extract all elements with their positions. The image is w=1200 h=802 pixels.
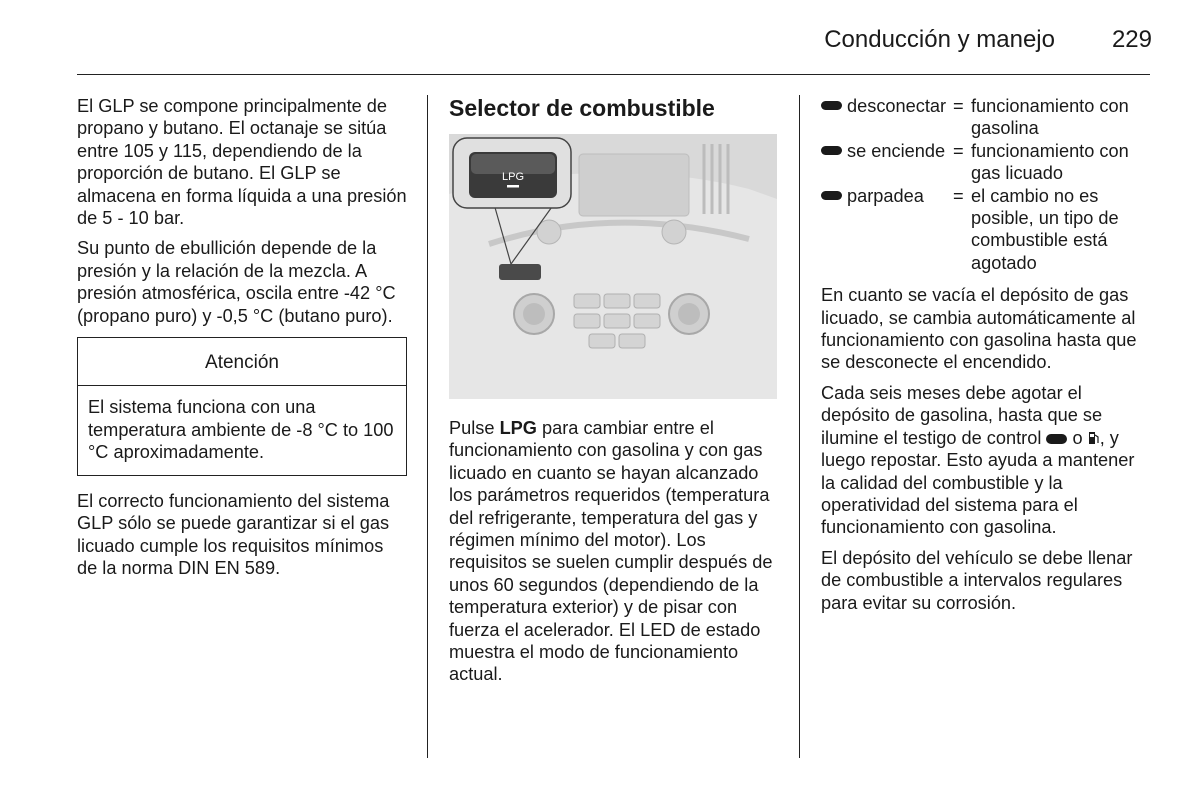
paragraph-lpg-composition: El GLP se compone principalmente de propano y butano. El octanaje se sitúa entre 105 y 115, dependiendo de la proporción de butano. El GLP se almacena en forma líquida a una presión de 5 - 10 bar. xyxy=(77,96,407,229)
column-3 xyxy=(821,95,1151,622)
notice-title: Atención xyxy=(78,338,406,386)
notice-box xyxy=(77,337,407,476)
led-legend xyxy=(821,95,1151,274)
header-rule xyxy=(77,74,1150,75)
legend-state-on: se enciende xyxy=(821,140,953,185)
paragraph-boiling-point: Su punto de ebullición depende de la presión y la relación de la mezcla. A presión atmosférica, oscila entre -42 °C (propano puro) y -0,5 °C (butano puro). xyxy=(77,238,396,326)
paragraph-lpg-switch: Pulse LPG para cambiar entre el funcionamiento con gasolina y con gas licuado en cuanto se hayan alcanzado los parámetros requeridos (temperatura del refrigerante, temperatura del gas y régimen mínimo del motor). Los requisitos se suelen cumplir después de unos 60 segundos (dependiendo de la temperatura exterior) y de pisar con fuerza el acelerador. El LED de estado muestra el modo de funcionamiento actual. xyxy=(449,418,773,685)
led-icon xyxy=(821,101,842,110)
legend-state-off: desconectar xyxy=(821,95,953,140)
legend-eq: = xyxy=(953,140,964,161)
notice-body: El sistema funciona con una temperatura ambiente de -8 °C to 100 °C aproximadamente. xyxy=(88,397,394,463)
paragraph-six-months: Cada seis meses debe agotar el depósito de gasolina, hasta que se ilumine el testigo de control o , y luego repostar. Esto ayuda a mantener la calidad del combustible y la operatividad del sistema para el funcionamiento con gasolina. xyxy=(821,382,1135,538)
led-icon xyxy=(821,146,842,155)
legend-meaning-off: funcionamiento con gasolina xyxy=(971,96,1129,139)
legend-state-blink: parpadea xyxy=(821,185,953,275)
paragraph-tank-empty: En cuanto se vacía el depósito de gas licuado, se cambia automáticamente al funcionamiento con gasolina hasta que se desconecte el encendido. xyxy=(821,285,1137,373)
paragraph-din-norm: El correcto funcionamiento del sistema GLP sólo se puede garantizar si el gas licuado cumple los requisitos mínimos de la norma DIN EN 589. xyxy=(77,490,390,578)
lpg-keyword: LPG xyxy=(499,418,537,438)
section-heading: Selector de combustible xyxy=(449,95,715,121)
paragraph-tank-refill: El depósito del vehículo se debe llenar de combustible a intervalos regulares para evitar su corrosión. xyxy=(821,547,1133,613)
lpg-button-label: LPG xyxy=(501,171,525,183)
legend-eq: = xyxy=(953,96,964,116)
legend-meaning-on: funcionamiento con gas licuado xyxy=(971,140,1129,184)
dashboard-illustration xyxy=(449,134,777,399)
chapter-title: Conducción y manejo xyxy=(824,26,1055,53)
legend-meaning-blink: el cambio no es posible, un tipo de combustible está agotado xyxy=(971,185,1119,273)
led-icon xyxy=(821,191,842,200)
column-divider-2 xyxy=(799,95,800,758)
legend-eq: = xyxy=(953,185,964,206)
fuel-pump-icon xyxy=(1088,431,1100,445)
column-divider-1 xyxy=(427,95,428,758)
control-light-icon xyxy=(1046,434,1067,444)
column-1 xyxy=(77,95,407,587)
page-number: 229 xyxy=(1111,26,1152,53)
column-2 xyxy=(449,95,779,694)
